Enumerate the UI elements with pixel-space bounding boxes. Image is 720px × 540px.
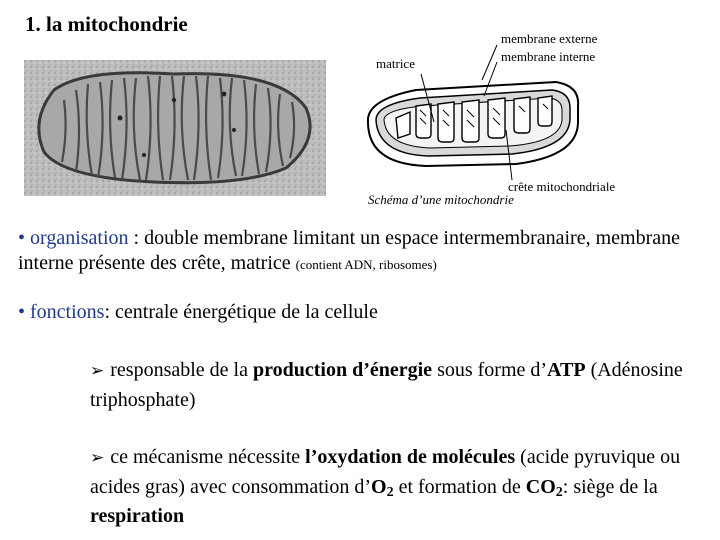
organisation-paragraph: [18, 226, 718, 277]
point-oxydation: [90, 443, 715, 531]
label-membrane-externe: membrane externe: [501, 31, 598, 46]
point-bold: l’oxydation de molécules: [305, 446, 516, 468]
leader-membrane-interne: [484, 62, 497, 96]
fonctions-paragraph: [18, 300, 378, 325]
organisation-term: organisation: [30, 227, 129, 249]
point-text: responsable de la: [110, 359, 253, 381]
formula-o2-subscript: 2: [386, 485, 394, 500]
bullet: •: [18, 227, 26, 249]
point-bold: production d’énergie: [252, 359, 433, 381]
figure-caption: Schéma d’une mitochondrie: [368, 192, 514, 207]
point-bold: respiration: [90, 505, 185, 527]
point-text: et formation de: [393, 476, 526, 498]
point-text: ce mécanisme nécessite: [110, 446, 306, 468]
point-text: (Adénosine triphosphate): [90, 359, 683, 411]
label-crete-mitochondriale: crête mitochondriale: [508, 179, 616, 194]
point-text: (acide pyruvique ou acides gras) avec consommation d’: [90, 446, 681, 498]
label-membrane-interne: membrane interne: [501, 49, 596, 64]
organisation-text: : double membrane limitant un espace intermembranaire, membrane interne présente des crête, matrice: [18, 227, 680, 274]
formula-o2: O: [371, 476, 387, 498]
formula-co2: CO: [525, 476, 556, 498]
point-text: sous forme d’: [432, 359, 548, 381]
point-text: : siège de la: [562, 476, 658, 498]
bullet: •: [18, 301, 26, 323]
organisation-note: (contient ADN, ribosomes): [295, 257, 437, 272]
point-bold: ATP: [547, 359, 586, 381]
right-arrowhead-icon: ➢: [90, 361, 105, 381]
label-matrice: matrice: [376, 56, 415, 71]
page-title: 1. la mitochondrie: [25, 12, 188, 36]
leader-crete: [506, 130, 512, 180]
right-arrowhead-icon: ➢: [90, 448, 105, 468]
fonctions-term: fonctions: [30, 301, 105, 323]
fonctions-text: : centrale énergétique de la cellule: [104, 301, 378, 323]
point-production-energie: [90, 356, 715, 415]
formula-co2-subscript: 2: [555, 485, 563, 500]
leader-matrice: [421, 74, 434, 122]
leader-membrane-externe: [482, 45, 497, 80]
